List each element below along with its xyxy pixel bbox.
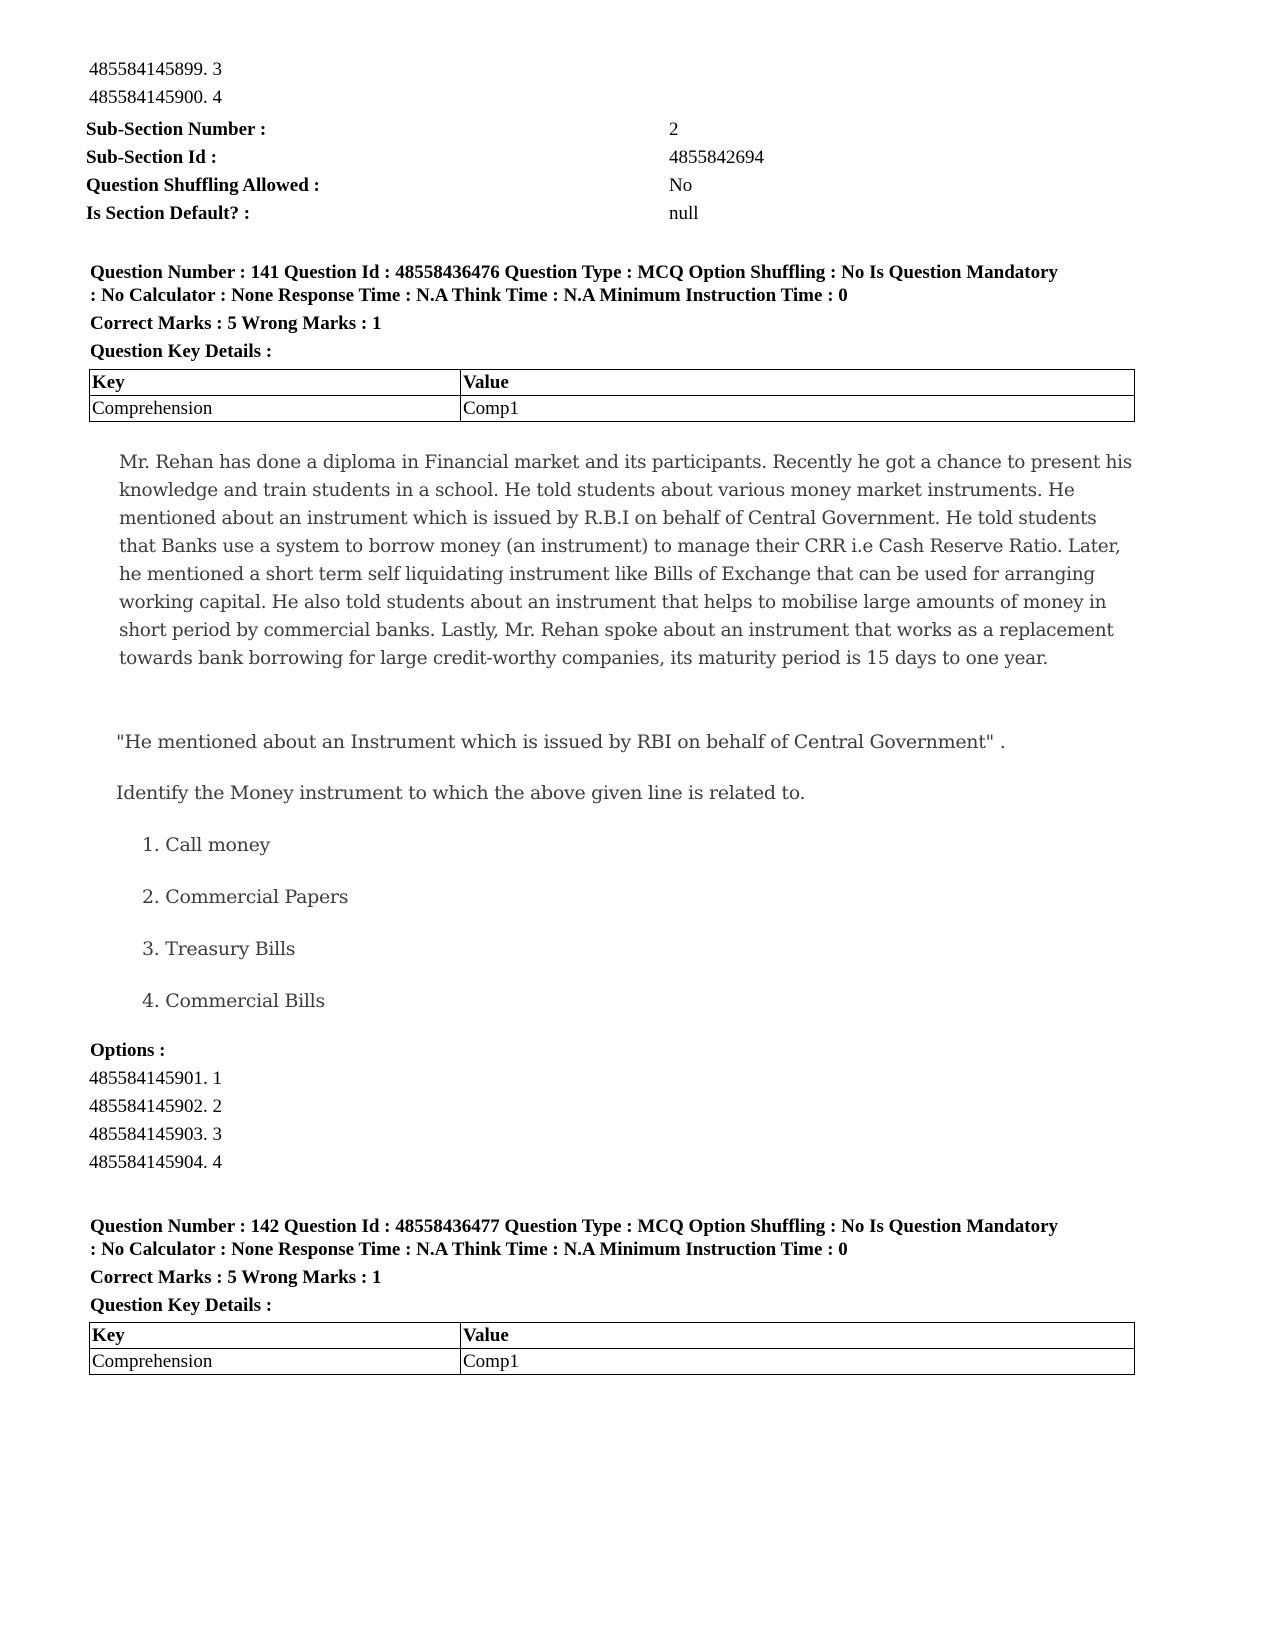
value-cell: Comp1 [461, 1349, 1135, 1375]
choice-item: 4. Commercial Bills [142, 990, 325, 1012]
q142-key-details-label: Question Key Details : [90, 1295, 273, 1316]
passage-line: mentioned about an instrument which is issued by R.B.I on behalf of Central Government. He told students [119, 508, 1097, 529]
option-line: 485584145902. 2 [89, 1096, 222, 1117]
q141-key-details-label: Question Key Details : [90, 341, 273, 362]
option-line: 485584145904. 4 [89, 1152, 222, 1173]
subsection-number-value: 2 [669, 119, 679, 140]
q141-marks: Correct Marks : 5 Wrong Marks : 1 [90, 313, 382, 334]
key-cell: Comprehension [90, 396, 461, 422]
question-prompt: Identify the Money instrument to which the above given line is related to. [116, 782, 806, 804]
value-header: Value [461, 1323, 1135, 1349]
option-line: 485584145900. 4 [89, 87, 222, 108]
passage-line: that Banks use a system to borrow money (an instrument) to manage their CRR i.e Cash Reserve Ratio. Later, [119, 536, 1121, 557]
value-cell: Comp1 [461, 396, 1135, 422]
passage-line: knowledge and train students in a school. He told students about various money market instruments. He [119, 480, 1075, 501]
q141-key-table [89, 369, 1135, 422]
key-cell: Comprehension [90, 1349, 461, 1375]
q141-header-line1: Question Number : 141 Question Id : 48558436476 Question Type : MCQ Option Shuffling : No Is Question Mandatory [90, 262, 1059, 283]
q142-marks: Correct Marks : 5 Wrong Marks : 1 [90, 1267, 382, 1288]
comprehension-passage [119, 449, 1179, 673]
q142-header-line2: : No Calculator : None Response Time : N.A Think Time : N.A Minimum Instruction Time : 0 [90, 1239, 848, 1260]
q141-header-line2: : No Calculator : None Response Time : N.A Think Time : N.A Minimum Instruction Time : 0 [90, 285, 848, 306]
passage-line: working capital. He also told students about an instrument that helps to mobilise large amounts of money in [119, 592, 1107, 613]
choice-item: 3. Treasury Bills [142, 938, 296, 960]
passage-line: Mr. Rehan has done a diploma in Financial market and its participants. Recently he got a chance to present his [119, 452, 1132, 473]
choice-item: 2. Commercial Papers [142, 886, 349, 908]
options-label: Options : [90, 1040, 166, 1061]
passage-line: he mentioned a short term self liquidating instrument like Bills of Exchange that can be used for arranging [119, 564, 1095, 585]
option-line: 485584145903. 3 [89, 1124, 222, 1145]
passage-line: short period by commercial banks. Lastly, Mr. Rehan spoke about an instrument that works as a replacement [119, 620, 1114, 641]
subsection-id-label: Sub-Section Id : [86, 147, 217, 168]
section-default-label: Is Section Default? : [86, 203, 251, 224]
section-default-value: null [669, 203, 699, 224]
value-header: Value [461, 370, 1135, 396]
passage-line: towards bank borrowing for large credit-worthy companies, its maturity period is 15 days to one year. [119, 648, 1048, 669]
choice-item: 1. Call money [142, 834, 270, 856]
question-shuffling-value: No [669, 175, 693, 196]
key-header: Key [90, 370, 461, 396]
q142-header-line1: Question Number : 142 Question Id : 48558436477 Question Type : MCQ Option Shuffling : No Is Question Mandatory [90, 1216, 1059, 1237]
option-line: 485584145901. 1 [89, 1068, 222, 1089]
key-header: Key [90, 1323, 461, 1349]
subsection-id-value: 4855842694 [669, 147, 764, 168]
question-quote: "He mentioned about an Instrument which is issued by RBI on behalf of Central Government" . [116, 731, 1006, 753]
question-shuffling-label: Question Shuffling Allowed : [86, 175, 320, 196]
option-line: 485584145899. 3 [89, 59, 222, 80]
q142-key-table [89, 1322, 1135, 1375]
subsection-number-label: Sub-Section Number : [86, 119, 267, 140]
